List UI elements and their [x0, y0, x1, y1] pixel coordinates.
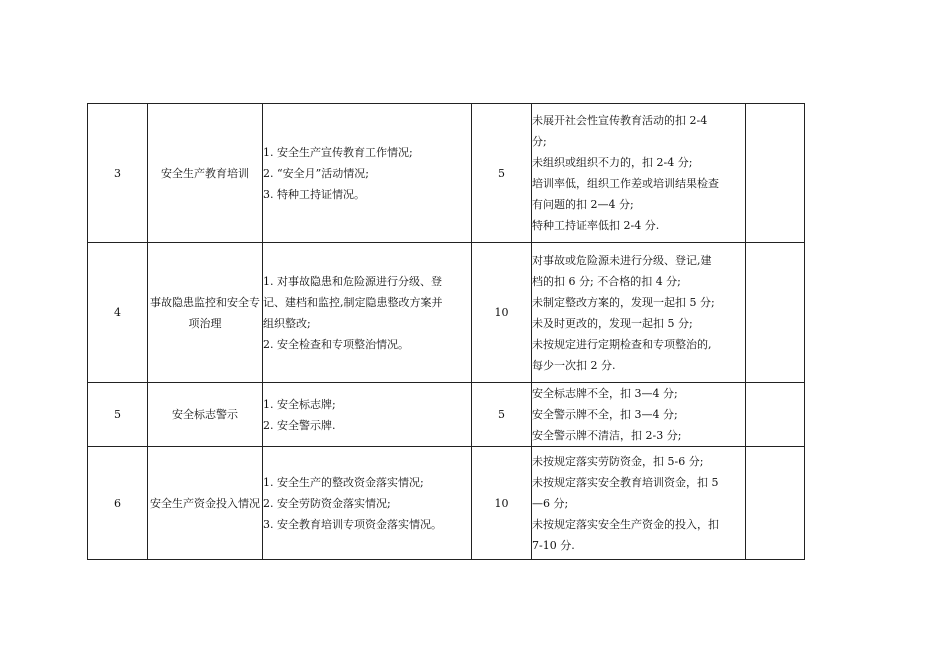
scoring-criteria: [532, 447, 746, 560]
criteria-line: 未展开社会性宣传教育活动的扣 2-4: [532, 114, 708, 127]
scoring-criteria: [532, 104, 746, 243]
item-name: 事故隐患监控和安全专项治理: [148, 243, 263, 383]
criteria-line: 安全警示牌不全，扣 3—4 分;: [532, 408, 678, 421]
criteria-line: 有问题的扣 2—4 分;: [532, 198, 634, 211]
item-name: 安全生产教育培训: [148, 104, 263, 243]
criteria-line: 未按规定落实劳防资金，扣 5-6 分;: [532, 454, 704, 468]
item-content: [263, 383, 472, 447]
criteria-line: 每少一次扣 2 分.: [532, 358, 616, 372]
criteria-line: 对事故或危险源未进行分级、登记,建: [532, 253, 712, 267]
table-row: [88, 243, 805, 383]
row-number: 5: [88, 383, 148, 447]
content-line: 2. “安全月”活动情况;: [263, 166, 369, 180]
criteria-line: 未按规定落实安全生产资金的投入，扣: [532, 517, 719, 531]
criteria-line: 安全标志牌不全，扣 3—4 分;: [532, 387, 678, 400]
content-line: 1. 对事故隐患和危险源进行分级、登: [263, 274, 442, 288]
criteria-line: 7-10 分.: [532, 538, 575, 552]
table-row: [88, 447, 805, 560]
criteria-line: 安全警示牌不清洁，扣 2-3 分;: [532, 429, 682, 442]
row-number: 3: [88, 104, 148, 243]
table-row: [88, 383, 805, 447]
item-name: 安全生产资金投入情况: [148, 447, 263, 560]
criteria-line: 未及时更改的，发现一起扣 5 分;: [532, 316, 693, 330]
criteria-line: 未组织或组织不力的，扣 2-4 分;: [532, 156, 693, 169]
content-line: 1. 安全生产宣传教育工作情况;: [263, 145, 413, 159]
criteria-line: —6 分;: [532, 496, 569, 510]
score-value: 5: [472, 383, 532, 447]
assessment-table: [87, 103, 805, 560]
scoring-criteria: [532, 383, 746, 447]
score-value: 5: [472, 104, 532, 243]
item-name: 安全标志警示: [148, 383, 263, 447]
content-line: 组织整改;: [263, 316, 311, 330]
content-line: 2. 安全警示牌.: [263, 418, 336, 432]
criteria-line: 未按规定进行定期检查和专项整治的,: [532, 337, 712, 351]
remarks-cell: [746, 104, 805, 243]
score-value: 10: [472, 243, 532, 383]
criteria-line: 未制定整改方案的，发现一起扣 5 分;: [532, 295, 715, 309]
content-line: 3. 安全教育培训专项资金落实情况。: [263, 517, 442, 531]
criteria-line: 未按规定落实安全教育培训资金，扣 5: [532, 475, 719, 489]
table-row: [88, 104, 805, 243]
row-number: 4: [88, 243, 148, 383]
remarks-cell: [746, 243, 805, 383]
score-value: 10: [472, 447, 532, 560]
content-line: 2. 安全劳防资金落实情况;: [263, 496, 391, 510]
item-content: [263, 447, 472, 560]
item-content: [263, 243, 472, 383]
content-line: 1. 安全生产的整改资金落实情况;: [263, 475, 424, 489]
item-content: [263, 104, 472, 243]
criteria-line: 分;: [532, 135, 547, 148]
remarks-cell: [746, 383, 805, 447]
content-line: 1. 安全标志牌;: [263, 397, 336, 411]
criteria-line: 档的扣 6 分; 不合格的扣 4 分;: [532, 274, 681, 288]
remarks-cell: [746, 447, 805, 560]
content-line: 记、建档和监控,制定隐患整改方案并: [263, 295, 443, 309]
criteria-line: 特种工持证率低扣 2-4 分.: [532, 219, 660, 232]
content-line: 2. 安全检查和专项整治情况。: [263, 337, 409, 351]
criteria-line: 培训率低，组织工作差或培训结果检查: [532, 177, 719, 190]
row-number: 6: [88, 447, 148, 560]
content-line: 3. 特种工持证情况。: [263, 187, 365, 201]
scoring-criteria: [532, 243, 746, 383]
